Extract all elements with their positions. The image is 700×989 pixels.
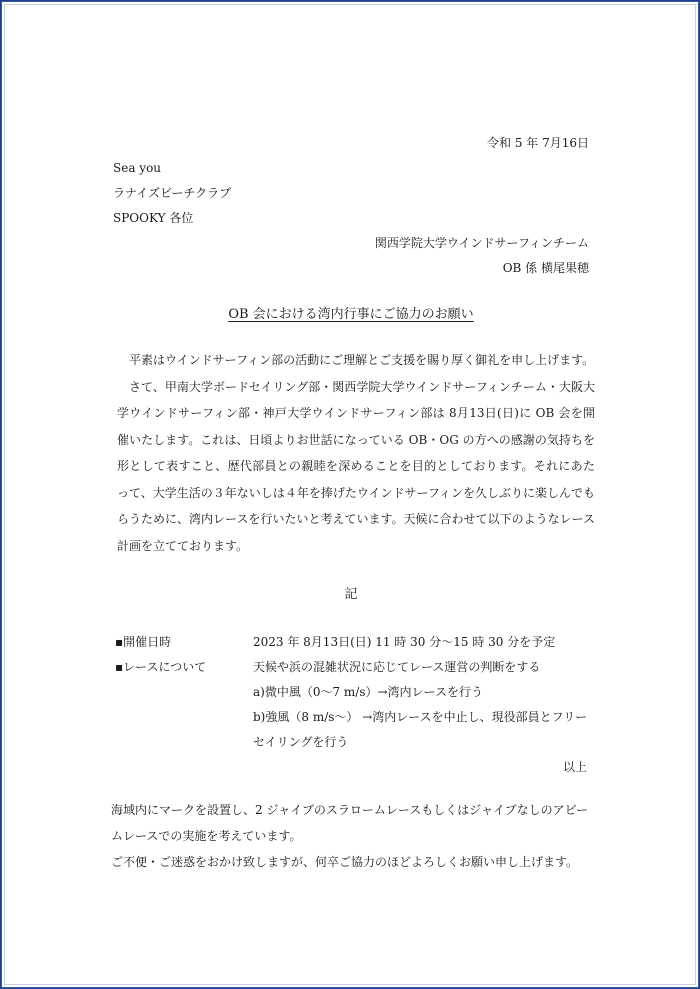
sender-org: 関西学院大学ウインドサーフィンチーム	[374, 236, 589, 250]
recipient-1: Sea you	[113, 161, 162, 175]
footer-line-2: ムレースでの実施を考えています。	[111, 829, 302, 843]
race-line-4: セイリングを行う	[253, 735, 349, 749]
race-line-2: a)微中風（0～7 m/s）→湾内レースを行う	[253, 685, 483, 699]
document-title-text: OB 会における湾内行事にご協力のお願い	[228, 307, 474, 322]
event-date-value: 2023 年 8月13日(日) 11 時 30 分～15 時 30 分を予定	[253, 635, 556, 649]
sender-person: OB 係 横尾果穂	[502, 261, 589, 275]
body-paragraph-2: さて、甲南大学ボードセイリング部・関西学院大学ウインドサーフィンチーム・大阪大学ウインドサーフィン部・神戸大学ウインドサーフィン部は 8月13日(日)に OB 会を開催いたします。これは、日頃よりお世話になっている OB・OG の方への感謝の気持ちを形として表すこと、歴代部員との親睦を深めることを目的としております。それにあたって、大学生活の３年ないしは４年を捧げたウインドサーフィンを久しぶりに楽しんでもらうために、湾内レースを行いたいと考えています。天候に合わせて以下のようなレース計画を立てております。	[117, 379, 595, 553]
document-title	[1, 307, 700, 323]
event-date-label: ▪開催日時	[115, 635, 172, 649]
body-paragraph-1: 平素はウインドサーフィン部の活動にご理解とご支援を賜り厚く御礼を申し上げます。	[129, 353, 595, 367]
footer-text	[111, 797, 597, 875]
footer-line-1: 海域内にマークを設置し、2 ジャイブのスラロームレースもしくはジャイブなしのアビー	[111, 803, 589, 817]
race-line-3: b)強風（8 m/s～） →湾内レースを中止し、現役部員とフリー	[253, 710, 588, 724]
recipient-2: ラナイズビーチクラブ	[113, 186, 232, 200]
footer-line-3: ご不便・ご迷惑をおかけ致しますが、何卒ご協力のほどよろしくお願い申し上げます。	[111, 855, 579, 869]
recipient-3: SPOOKY 各位	[113, 211, 194, 225]
body-text	[117, 347, 595, 559]
race-line-1: 天候や浜の混雑状況に応じてレース運営の判断をする	[253, 660, 541, 674]
ki-heading: 記	[344, 587, 358, 602]
document-date: 令和 5 年 7月16日	[487, 136, 589, 150]
ijou-closing: 以上	[562, 760, 587, 774]
race-label: ▪レースについて	[115, 660, 207, 674]
